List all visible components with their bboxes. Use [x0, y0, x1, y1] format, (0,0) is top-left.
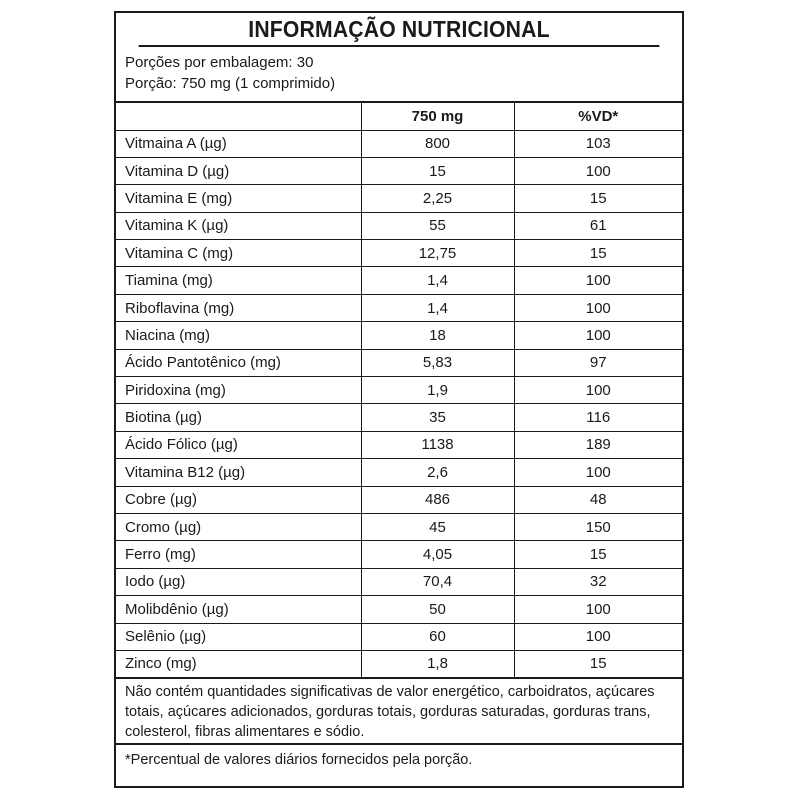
- nutrient-amount: 1,9: [361, 377, 514, 404]
- nutrient-name: Vitamina K (µg): [116, 212, 361, 239]
- nutrient-name: Ferro (mg): [116, 541, 361, 568]
- nutrient-table: [116, 103, 682, 679]
- panel-title: INFORMAÇÃO NUTRICIONAL: [139, 13, 660, 47]
- nutrient-name: Iodo (µg): [116, 568, 361, 595]
- nutrient-daily-value: 15: [514, 541, 682, 568]
- nutrient-daily-value: 116: [514, 404, 682, 431]
- nutrient-name: Cobre (µg): [116, 486, 361, 513]
- nutrient-daily-value: 100: [514, 267, 682, 294]
- nutrient-name: Ácido Fólico (µg): [116, 431, 361, 458]
- nutrient-amount: 5,83: [361, 349, 514, 376]
- nutrient-amount: 4,05: [361, 541, 514, 568]
- not-significant-note: Não contém quantidades significativas de valor energético, carboidratos, açúcares totais, açúcares adicionados, gorduras totais, gorduras saturadas, gorduras trans, colesterol, fibras alimentares e sódio.: [116, 679, 682, 745]
- nutrient-name: Vitamina E (mg): [116, 185, 361, 212]
- nutrient-daily-value: 150: [514, 513, 682, 540]
- nutrient-name: Zinco (mg): [116, 650, 361, 677]
- nutrient-amount: 12,75: [361, 240, 514, 267]
- nutrient-name: Riboflavina (mg): [116, 294, 361, 321]
- nutrient-amount: 1,8: [361, 650, 514, 677]
- serving-info: [116, 47, 682, 103]
- nutrient-daily-value: 189: [514, 431, 682, 458]
- table-row: [116, 130, 682, 157]
- nutrient-name: Tiamina (mg): [116, 267, 361, 294]
- table-row: [116, 267, 682, 294]
- nutrient-name: Vitmaina A (µg): [116, 130, 361, 157]
- nutrient-daily-value: 100: [514, 322, 682, 349]
- nutrient-name: Molibdênio (µg): [116, 596, 361, 623]
- nutrient-amount: 2,25: [361, 185, 514, 212]
- table-row: [116, 459, 682, 486]
- nutrient-amount: 2,6: [361, 459, 514, 486]
- nutrient-daily-value: 15: [514, 650, 682, 677]
- nutrient-amount: 1,4: [361, 267, 514, 294]
- nutrient-name: Niacina (mg): [116, 322, 361, 349]
- column-header-nutrient: [116, 103, 361, 130]
- nutrient-amount: 55: [361, 212, 514, 239]
- nutrient-rows: [116, 130, 682, 678]
- table-row: [116, 623, 682, 650]
- table-row: [116, 541, 682, 568]
- nutrient-amount: 35: [361, 404, 514, 431]
- table-row: [116, 596, 682, 623]
- nutrient-amount: 1,4: [361, 294, 514, 321]
- nutrient-amount: 60: [361, 623, 514, 650]
- daily-value-footnote: *Percentual de valores diários fornecidos pela porção.: [125, 751, 473, 768]
- nutrient-amount: 45: [361, 513, 514, 540]
- nutrient-name: Piridoxina (mg): [116, 377, 361, 404]
- nutrient-daily-value: 15: [514, 185, 682, 212]
- table-row: [116, 431, 682, 458]
- nutrient-daily-value: 100: [514, 157, 682, 184]
- nutrient-name: Vitamina C (mg): [116, 240, 361, 267]
- nutrient-daily-value: 100: [514, 294, 682, 321]
- table-row: [116, 294, 682, 321]
- nutrient-daily-value: 100: [514, 377, 682, 404]
- serving-size: Porção: 750 mg (1 comprimido): [125, 75, 336, 92]
- nutrient-daily-value: 48: [514, 486, 682, 513]
- table-row: [116, 212, 682, 239]
- nutrient-daily-value: 32: [514, 568, 682, 595]
- nutrient-daily-value: 61: [514, 212, 682, 239]
- nutrient-amount: 70,4: [361, 568, 514, 595]
- nutrient-name: Selênio (µg): [116, 623, 361, 650]
- servings-per-package: Porções por embalagem: 30: [125, 54, 314, 71]
- nutrient-amount: 18: [361, 322, 514, 349]
- nutrient-daily-value: 103: [514, 130, 682, 157]
- table-row: [116, 185, 682, 212]
- table-row: [116, 157, 682, 184]
- nutrient-daily-value: 15: [514, 240, 682, 267]
- nutrient-name: Ácido Pantotênico (mg): [116, 349, 361, 376]
- table-row: [116, 486, 682, 513]
- table-row: [116, 568, 682, 595]
- nutrient-amount: 50: [361, 596, 514, 623]
- nutrient-amount: 15: [361, 157, 514, 184]
- nutrient-daily-value: 100: [514, 596, 682, 623]
- nutrient-amount: 800: [361, 130, 514, 157]
- table-row: [116, 240, 682, 267]
- table-header-row: [116, 103, 682, 130]
- table-row: [116, 377, 682, 404]
- table-row: [116, 349, 682, 376]
- nutrient-amount: 486: [361, 486, 514, 513]
- nutrient-daily-value: 100: [514, 623, 682, 650]
- nutrient-daily-value: 100: [514, 459, 682, 486]
- table-row: [116, 404, 682, 431]
- nutrient-name: Biotina (µg): [116, 404, 361, 431]
- nutrient-amount: 1138: [361, 431, 514, 458]
- table-row: [116, 650, 682, 677]
- column-header-amount: 750 mg: [361, 103, 514, 130]
- nutrition-facts-panel: [114, 11, 684, 788]
- table-row: [116, 322, 682, 349]
- nutrient-daily-value: 97: [514, 349, 682, 376]
- nutrient-name: Vitamina D (µg): [116, 157, 361, 184]
- column-header-daily-value: %VD*: [514, 103, 682, 130]
- table-row: [116, 513, 682, 540]
- nutrient-name: Cromo (µg): [116, 513, 361, 540]
- nutrient-name: Vitamina B12 (µg): [116, 459, 361, 486]
